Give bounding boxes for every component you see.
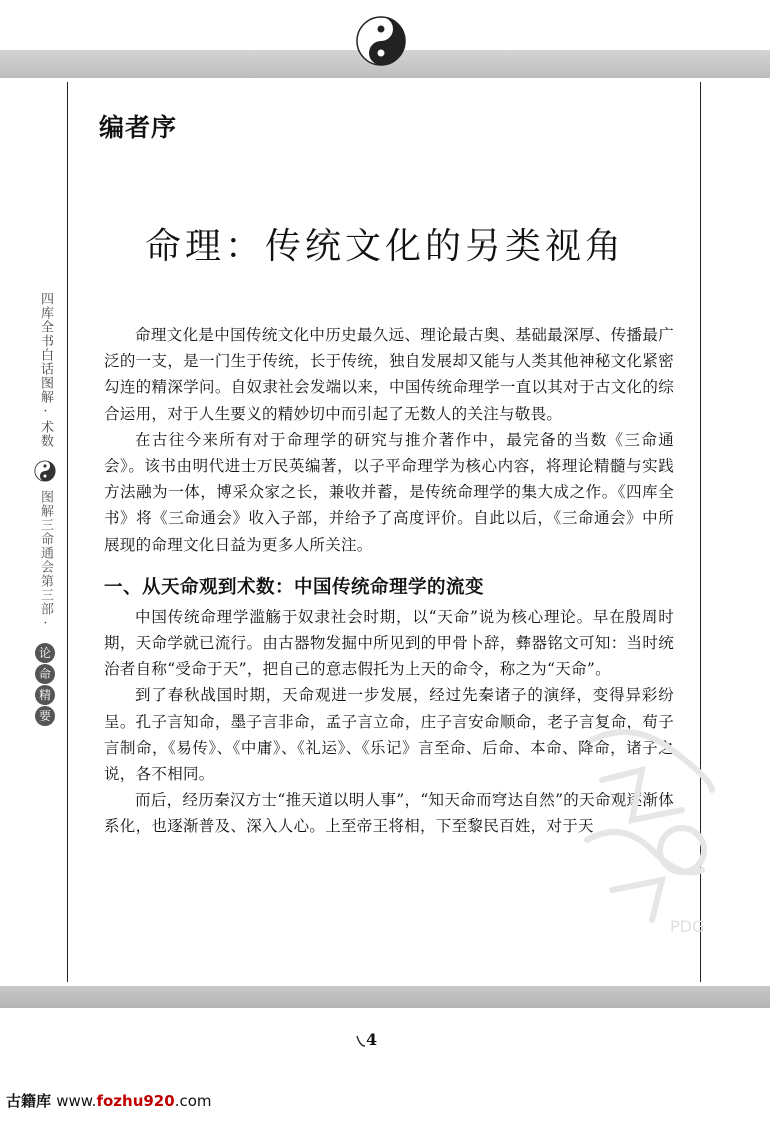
taiji-icon xyxy=(356,16,406,66)
section-heading: 一、从天命观到术数：中国传统命理学的流变 xyxy=(104,576,485,598)
url-highlight: fozhu920 xyxy=(96,1092,175,1110)
sidebar-book-title: 图解三命通会第三部· xyxy=(38,490,53,632)
url-suffix: .com xyxy=(174,1092,212,1110)
paragraph: 中国传统命理学滥觞于奴隶社会时期，以“天命”说为核心理论。早在殷周时期，天命学就已流行。由古器物发掘中所见到的甲骨卜辞，彝器铭文可知：当时统治者自称“受命于天”，把自己的意志假托为上天的命令，称之为“天命”。 xyxy=(104,607,674,679)
footer-label: 古籍库 xyxy=(6,1092,52,1110)
page-number: 4 xyxy=(366,1030,378,1049)
paragraph: 命理文化是中国传统文化中历史最久远、理论最古奥、基础最深厚、传播最广泛的一支，是一门生于传统，长于传统，独自发展却又能与人类其他神秘文化紧密勾连的精深学问。自奴隶社会发端以来，中国传统命理学一直以其对于古文化的综合运用，对于人生要义的精妙切中而引起了无数人的关注与敬畏。 xyxy=(104,326,674,423)
left-margin-rule xyxy=(67,82,68,982)
sidebar-series-title: 四库全书白话图解·术数 xyxy=(38,292,53,448)
paragraph: 而后，经历秦汉方士“推天道以明人事”，“知天命而穹达自然”的天命观逐渐体系化，也逐渐普及、深入人心。上至帝王将相，下至黎民百姓，对于天 xyxy=(104,791,674,836)
sidebar-badge: 论 xyxy=(35,643,55,663)
sidebar-badge: 精 xyxy=(35,685,55,705)
svg-text:PDG: PDG xyxy=(670,917,705,936)
footer-url[interactable] xyxy=(56,1092,211,1110)
footer-credit xyxy=(6,1090,212,1111)
page-ornament-icon xyxy=(356,1034,366,1048)
section-label: 编者序 xyxy=(99,113,178,142)
sidebar-badge: 命 xyxy=(35,664,55,684)
sidebar-taiji-icon xyxy=(34,460,56,482)
footer-band xyxy=(0,986,770,1008)
paragraph: 到了春秋战国时期，天命观进一步发展，经过先秦诸子的演绎，变得异彩纷呈。孔子言知命，墨子言非命，孟子言立命，庄子言安命顺命，老子言复命，荀子言制命，《易传》、《中庸》、《礼运》、《乐记》言至命、后命、本命、降命，诸子之说，各不相同。 xyxy=(104,686,674,784)
url-prefix: www. xyxy=(56,1092,97,1110)
paragraph: 在古往今来所有对于命理学的研究与推介著作中，最完备的当数《三命通会》。该书由明代进士万民英编著，以子平命理学为核心内容，将理论精髓与实践方法融为一体，博采众家之长，兼收并蓄，是传统命理学的集大成之作。《四库全书》将《三命通会》收入子部，并给予了高度评价。自此以后，《三命通会》中所展现的命理文化日益为更多人所关注。 xyxy=(104,430,674,554)
watermark-seal xyxy=(572,700,722,940)
page-title: 命理：传统文化的另类视角 xyxy=(144,226,625,267)
sidebar-badge: 要 xyxy=(35,706,55,726)
sidebar-part-badges xyxy=(33,642,57,727)
